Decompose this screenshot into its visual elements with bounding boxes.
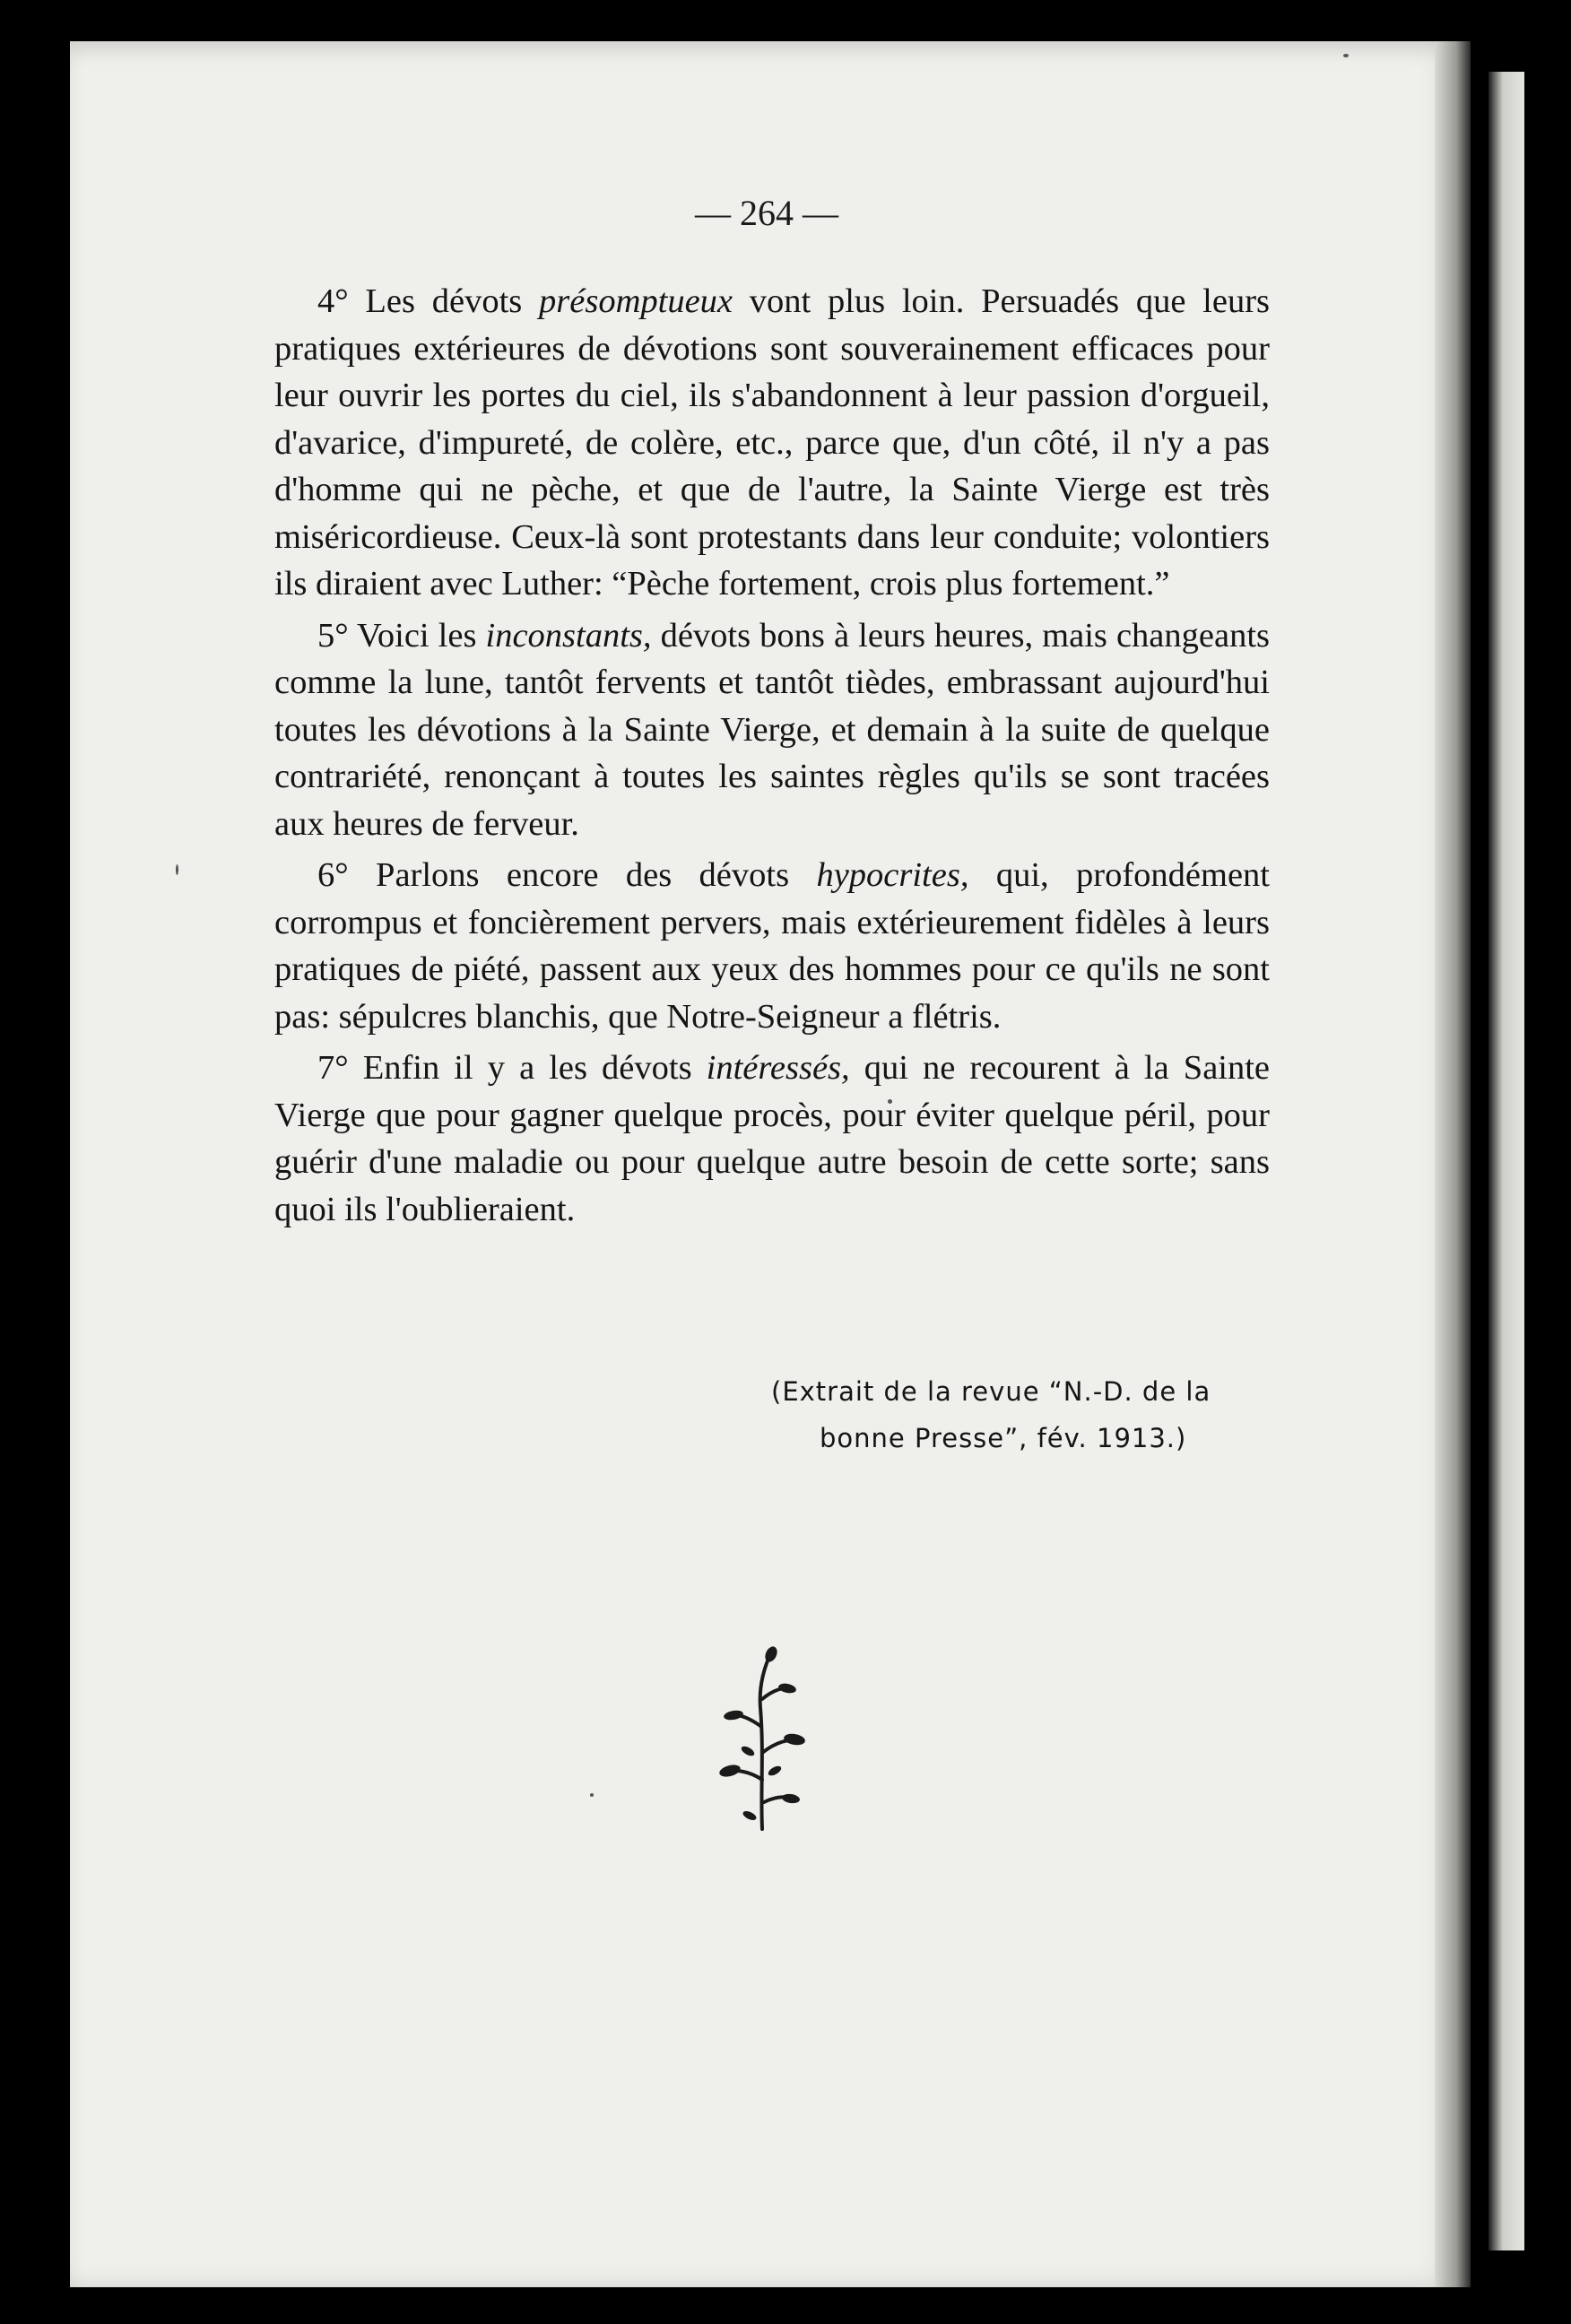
emphasis-term: présomptueux [539,282,733,320]
emphasis-term: hypocrites, [816,856,969,894]
paragraph-body: vont plus loin. Persuadés que leurs pratiques extérieures de dévotions sont souverainement efficaces pour leur ouvrir les portes du ciel, ils s'abandonnent à leur passion d'orgueil, d'avarice, d'impureté, de colère, etc., parce que, d'un côté, il n'y a pas d'homme qui ne pèche, et que de l'autre, la Sainte Vierge est très miséricordieuse. Ceux-là sont protestants dans leur conduite; volontiers ils diraient avec Luther: “Pèche fortement, crois plus fortement.” [274,282,1271,603]
dust-speck [1343,54,1349,57]
paragraph-number: 6° [317,856,349,894]
paragraph-5 [274,612,1270,848]
paragraph-number: 7° [317,1049,349,1087]
citation-line-2: bonne Presse”, fév. 1913.) [820,1423,1187,1453]
paragraph-4 [274,278,1270,608]
paragraph-number: 5° [317,616,349,655]
emphasis-term: inconstants, [485,616,652,655]
paragraph-6 [274,852,1270,1040]
paragraph-7 [274,1045,1270,1233]
emphasis-term: intéressés, [706,1049,850,1087]
paragraph-lead: Parlons encore des dévots [376,856,790,894]
page-number: — 264 — [695,193,838,233]
paragraph-body: qui, profondément corrompus et foncièrement pervers, mais extérieurement fidèles à leurs pratiques de piété, passent aux yeux des hommes pour ce qu'ils ne sont pas: sépulcres blanchis, que Notre-Seigneur a flétris. [274,856,1270,1036]
citation-line-1: (Extrait de la revue “N.-D. de la [771,1376,1211,1407]
book-gutter [1435,41,1471,2287]
facing-page-edge [1489,72,1524,2250]
source-citation [771,1368,1273,1461]
floral-sprig-icon [708,1645,816,1834]
body-text [274,278,1270,1237]
paragraph-lead: Enfin il y a les dévots [362,1049,692,1087]
dust-speck [590,1793,594,1797]
paragraph-body: qui ne recourent à la Sainte Vierge que pour gagner quelque procès, pour éviter quelque péril, pour guérir d'une maladie ou pour quelque autre besoin de cette sorte; sans quoi ils l'oublieraient. [274,1049,1271,1228]
paragraph-body: dévots bons à leurs heures, mais changeants comme la lune, tantôt fervents et tantôt tièdes, embrassant aujourd'hui toutes les dévotions à la Sainte Vierge, et demain à la suite de quelque contrariété, renonçant à toutes les saintes règles qu'ils se sont tracées aux heures de ferveur. [274,616,1270,843]
dust-speck [176,864,178,875]
paragraph-lead: Les dévots [365,282,523,320]
paragraph-lead: Voici les [357,616,477,655]
paragraph-number: 4° [317,282,349,320]
